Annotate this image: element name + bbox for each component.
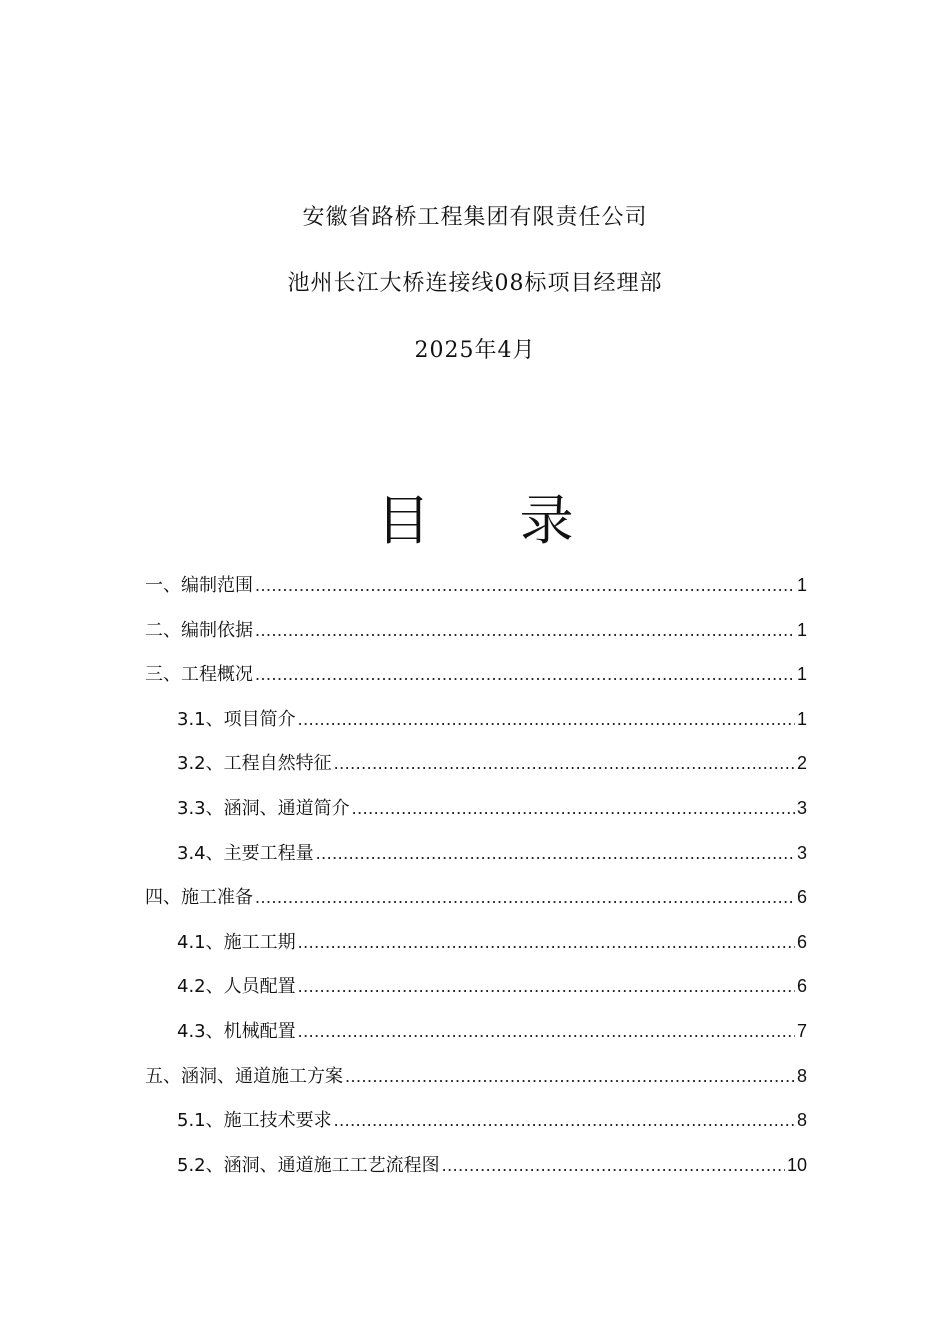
toc-entry-label: 3.3、涵洞、通道简介 [177, 797, 350, 819]
toc-entry-label: 3.4、主要工程量 [177, 842, 314, 864]
toc-entry[interactable] [145, 794, 807, 839]
toc-entry-label: 4.3、机械配置 [177, 1020, 296, 1042]
toc-entry-page: 1 [796, 575, 807, 595]
toc-entry-page: 6 [796, 976, 807, 997]
toc-entry-page: 10 [786, 1154, 807, 1175]
toc-dot-leader [298, 932, 795, 953]
toc-dot-leader [255, 620, 795, 641]
toc-entry-label: 5.2、涵洞、通道施工工艺流程图 [177, 1154, 440, 1176]
toc-entry[interactable] [145, 1017, 807, 1062]
toc-entry-page: 7 [796, 1020, 807, 1041]
toc-entry[interactable] [145, 1062, 807, 1107]
toc-entry[interactable] [145, 972, 807, 1017]
toc-dot-leader [298, 976, 795, 997]
toc-entry-page: 2 [796, 753, 807, 774]
toc-entry-page: 8 [796, 1065, 807, 1086]
toc-dot-leader [345, 1066, 795, 1087]
toc-dot-leader [298, 1021, 795, 1042]
toc-entry[interactable] [145, 705, 807, 750]
company-name: 安徽省路桥工程集团有限责任公司 [302, 205, 648, 230]
toc-entry[interactable] [145, 1106, 807, 1151]
toc-entry-label: 5.1、施工技术要求 [177, 1110, 332, 1132]
toc-entry-page: 8 [796, 1110, 807, 1131]
toc-entry-label: 3.2、工程自然特征 [177, 753, 332, 775]
toc-entry-page: 1 [796, 664, 807, 685]
toc-entry-label: 一、编制范围 [145, 575, 253, 596]
toc-dot-leader [255, 575, 795, 596]
toc-entry[interactable] [145, 928, 807, 973]
toc-entry-label: 二、编制依据 [145, 619, 253, 641]
toc-dot-leader [352, 798, 795, 819]
toc-entry[interactable] [145, 883, 807, 928]
toc-entry-page: 6 [796, 887, 807, 908]
toc-title: 目 录 [376, 489, 610, 552]
toc-entry[interactable] [145, 660, 807, 705]
toc-entry[interactable] [145, 839, 807, 884]
toc-dot-leader [255, 887, 795, 908]
toc-entry-page: 3 [796, 842, 807, 863]
toc-dot-leader [334, 753, 795, 774]
table-of-contents [145, 571, 807, 1195]
toc-entry[interactable] [145, 616, 807, 661]
project-department: 池州长江大桥连接线08标项目经理部 [287, 271, 663, 296]
toc-dot-leader [334, 1110, 795, 1131]
toc-entry-page: 1 [796, 619, 807, 640]
toc-entry-label: 三、工程概况 [145, 664, 253, 686]
document-date: 2025年4月 [414, 338, 536, 363]
toc-entry-label: 4.2、人员配置 [177, 976, 296, 998]
toc-entry-page: 1 [796, 708, 807, 729]
toc-entry[interactable] [145, 571, 807, 616]
toc-dot-leader [255, 664, 795, 685]
toc-entry-label: 3.1、项目简介 [177, 708, 296, 730]
toc-dot-leader [298, 709, 795, 730]
toc-entry[interactable] [145, 1151, 807, 1196]
toc-entry-label: 四、施工准备 [145, 887, 253, 909]
toc-dot-leader [316, 843, 795, 864]
toc-entry-label: 五、涵洞、通道施工方案 [145, 1065, 343, 1087]
toc-entry-page: 6 [796, 931, 807, 952]
toc-dot-leader [442, 1155, 785, 1176]
toc-entry[interactable] [145, 749, 807, 794]
toc-entry-page: 3 [796, 797, 807, 818]
toc-entry-label: 4.1、施工工期 [177, 931, 296, 953]
